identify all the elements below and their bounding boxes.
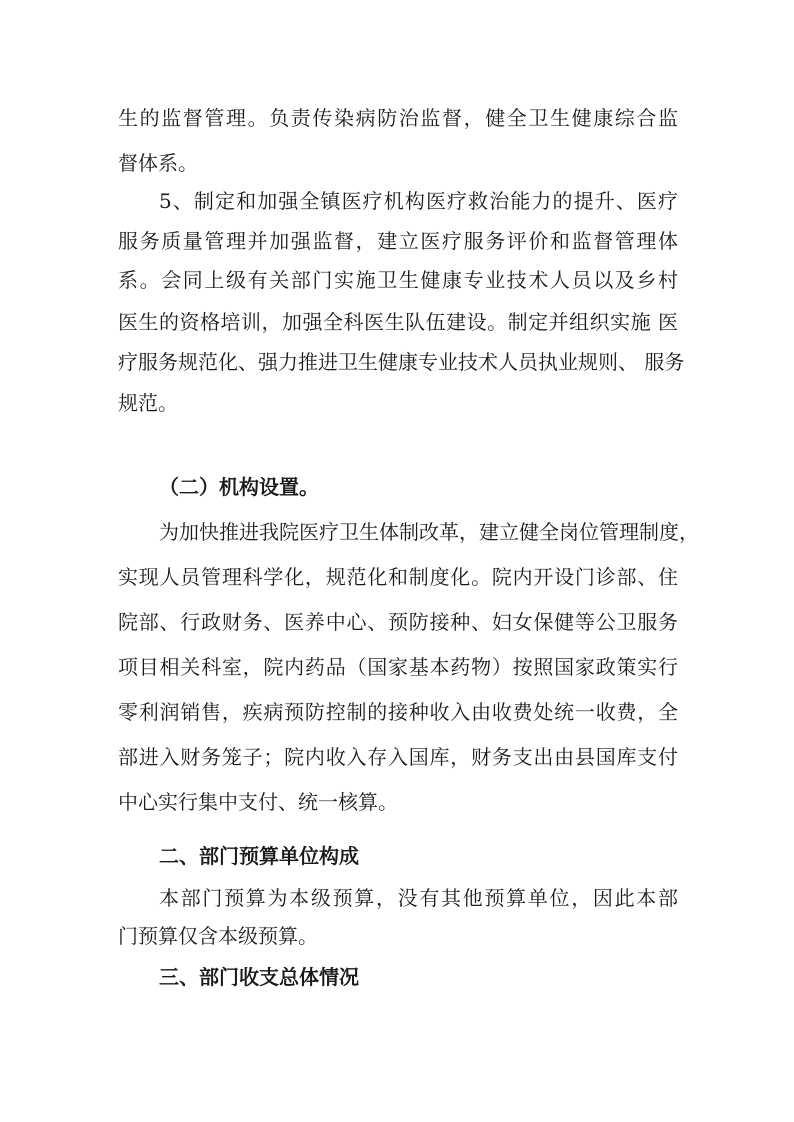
heading-institution-setup: （二）机构设置。 <box>159 475 319 499</box>
paragraph-3-line-2: 实现人员管理科学化，规范化和制度化。院内开设门诊部、住 <box>118 565 678 589</box>
paragraph-1-line-1: 生的监督管理。负责传染病防治监督，健全卫生健康综合监 <box>118 106 678 130</box>
paragraph-3-line-6: 部进入财务笼子；院内收入存入国库，财务支出由县国库支付 <box>118 745 678 769</box>
paragraph-2-line-2: 服务质量管理并加强监督，建立医疗服务评价和监督管理体 <box>118 229 678 253</box>
paragraph-3-line-4: 项目相关科室，院内药品（国家基本药物）按照国家政策实行 <box>118 655 678 679</box>
paragraph-2-line-1: 5、制定和加强全镇医疗机构医疗救治能力的提升、医疗 <box>159 189 678 213</box>
paragraph-4-line-1: 本部门预算为本级预算，没有其他预算单位，因此本部 <box>159 886 678 910</box>
paragraph-3-line-1: 为加快推进我院医疗卫生体制改革，建立健全岗位管理制度， <box>159 520 699 544</box>
paragraph-4-line-2: 门预算仅含本级预算。 <box>118 924 318 948</box>
paragraph-3-line-7: 中心实行集中支付、统一核算。 <box>118 790 398 814</box>
paragraph-2-line-4: 医生的资格培训，加强全科医生队伍建设。制定并组织实施 医 <box>118 310 678 334</box>
paragraph-3-line-3: 院部、行政财务、医养中心、预防接种、妇女保健等公卫服务 <box>118 610 678 634</box>
paragraph-2-line-3: 系。会同上级有关部门实施卫生健康专业技术人员以及乡村 <box>118 268 678 292</box>
paragraph-1-line-2: 督体系。 <box>118 151 198 175</box>
heading-income-expenditure-overview: 三、部门收支总体情况 <box>159 965 359 989</box>
heading-budget-units: 二、部门预算单位构成 <box>159 844 359 868</box>
paragraph-2-line-5: 疗服务规范化、强力推进卫生健康专业技术人员执业规则、 服务 <box>118 350 685 374</box>
paragraph-3-line-5: 零利润销售，疾病预防控制的接种收入由收费处统一收费，全 <box>118 700 678 724</box>
paragraph-2-line-6: 规范。 <box>118 391 178 415</box>
